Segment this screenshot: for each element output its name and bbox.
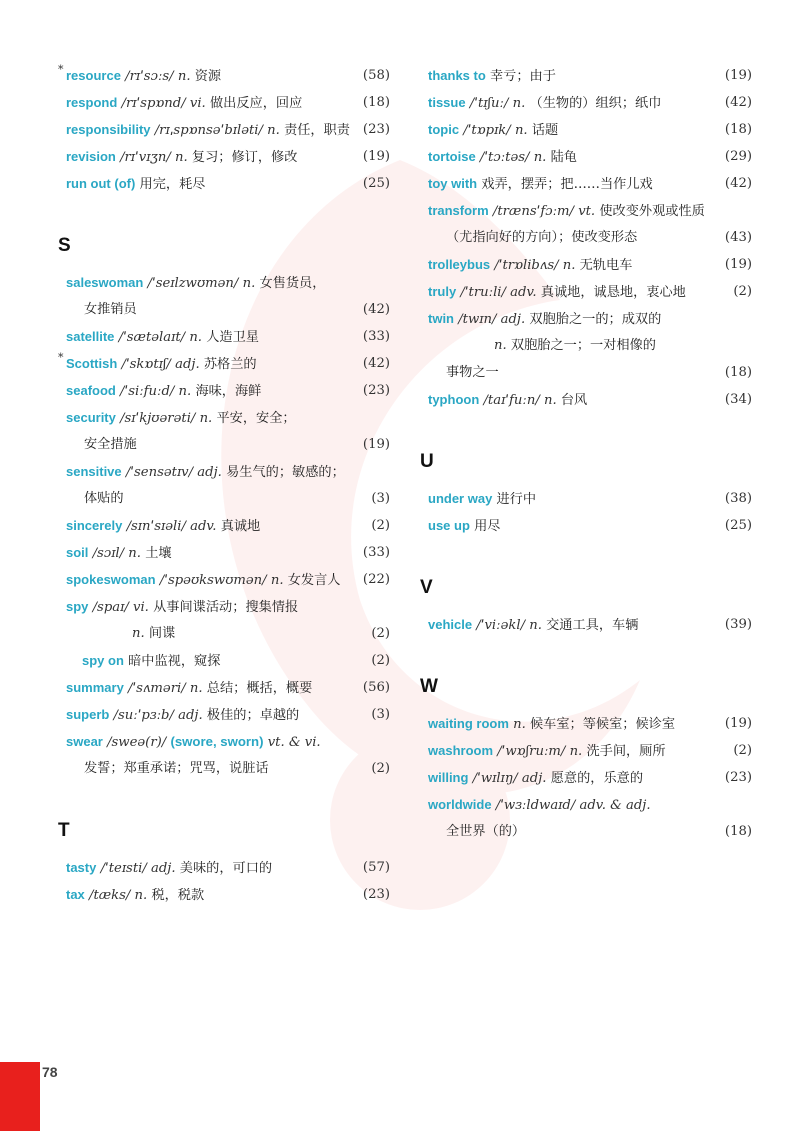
part-of-speech: n. [175,150,188,165]
phrase-entry [58,647,390,674]
definition: 土壤 [145,546,172,561]
phonetic: /taɪˈfuːn/ [483,393,540,408]
phonetic: /trænsˈfɔːm/ [492,204,574,219]
definition: 事物之一 [446,365,499,380]
phonetic: /ˈtɒpɪk/ [463,123,511,138]
unit-reference: (22) [362,572,390,587]
phonetic: /sɪˈkjʊərəti/ [120,411,196,426]
headword: seafood [66,383,116,398]
unit-reference: (19) [724,68,752,83]
part-of-speech: n. [270,573,284,588]
part-of-speech: n. [569,744,583,759]
phonetic: /rɪˌspɒnsəˈbɪləti/ [154,123,263,138]
unit-reference: (29) [724,149,752,164]
unit-reference: (42) [724,95,752,110]
unit-reference: (19) [724,716,752,731]
definition-continuation [420,332,752,359]
glossary-entry [58,62,390,89]
glossary-entry [420,305,752,332]
headword: truly [428,284,457,299]
part-of-speech: n. [514,123,528,138]
definition: 责任，职责 [284,123,350,138]
glossary-entry [420,89,752,116]
headword: waiting room [428,716,509,731]
section-letter: T [58,820,70,841]
phonetic: /ˈsʌməri/ [128,681,186,696]
unit-reference: (2) [733,743,752,758]
phonetic: /ˈteɪsti/ [100,861,147,876]
section-letter: U [420,451,434,472]
definition: 台风 [560,393,588,408]
unit-reference: (39) [724,617,752,632]
phonetic: /suːˈpɜːb/ [113,708,174,723]
glossary-entry [420,485,752,512]
definition-continuation [58,620,390,647]
headword: worldwide [428,797,492,812]
unit-reference: (18) [724,365,752,380]
phonetic: /sweə(r)/ [107,735,167,750]
glossary-entry [420,386,752,413]
part-of-speech: adj. [521,771,547,786]
glossary-entry [58,269,390,296]
phonetic: /ˈsiːfuːd/ [120,384,175,399]
part-of-speech: vi. [133,600,149,615]
headword: soil [66,545,89,560]
unit-reference: (25) [724,518,752,533]
glossary-entry [420,62,752,89]
unit-reference: (42) [362,302,390,317]
unit-reference: (18) [724,122,752,137]
definition: 税，税款 [151,888,205,903]
headword: tasty [66,860,97,875]
part-of-speech: n. [132,626,145,641]
phonetic: /ˈsætəlaɪt/ [118,330,186,345]
glossary-entry [58,170,390,197]
part-of-speech: vi. [189,96,206,111]
definition: 间谍 [148,626,176,641]
glossary-entry [58,728,390,755]
star-marker: * [58,351,64,364]
unit-reference: (23) [724,770,752,785]
phonetic: /rɪˈsɔːs/ [125,69,174,84]
part-of-speech: n. [529,618,542,633]
star-marker: * [58,63,64,76]
headword: use up [428,518,470,533]
phonetic: /ˈtɪʃuː/ [469,96,509,111]
part-of-speech: vt. [578,204,596,219]
glossary-entry [58,701,390,728]
page-number: 78 [42,1064,58,1080]
definition: 人造卫星 [206,330,259,345]
definition: 全世界（的） [446,824,526,839]
glossary-entry [420,143,752,170]
glossary-entry [58,404,390,431]
definition-continuation [420,224,752,251]
part-of-speech: n. [543,393,557,408]
glossary-entry [420,278,752,305]
phonetic: /ˈtɔːtəs/ [479,150,530,165]
glossary-entry [420,710,752,737]
definition-continuation [420,359,752,386]
part-of-speech: adj. [178,708,203,723]
definition: （尤指向好的方向）；使改变形态 [446,230,638,245]
definition: 用尽 [474,519,501,534]
headword: satellite [66,329,115,344]
part-of-speech: n. [189,330,202,345]
glossary-entry [420,197,752,224]
glossary-entry [420,764,752,791]
definition: 戏弄，摆弄；把……当作儿戏 [481,177,653,192]
unit-reference: (43) [724,230,752,245]
glossary-entry [420,170,752,197]
definition: 苏格兰的 [203,357,257,372]
definition-continuation [58,485,390,512]
unit-reference: (19) [362,149,390,164]
definition: 女发言人 [287,573,341,588]
right-column [420,62,752,845]
headword: swear [66,734,103,749]
glossary-entry [420,737,752,764]
phonetic: /ˈwɒʃruːm/ [497,744,566,759]
phonetic: /rɪˈspɒnd/ [121,96,186,111]
definition: 真诚地 [220,519,261,534]
headword: spy on [82,653,124,668]
phonetic: /sɔɪl/ [92,546,125,561]
glossary-entry [58,881,390,908]
headword: security [66,410,116,425]
phonetic: /ˈwɜːldwaɪd/ [495,798,576,813]
unit-reference: (2) [733,284,752,299]
definition: 发誓；郑重承诺；咒骂，说脏话 [84,761,269,776]
headword: tortoise [428,149,476,164]
definition: 真诚地，诚恳地，衷心地 [540,285,686,300]
definition: 用完，耗尽 [139,177,206,192]
definition: 体贴的 [84,491,124,506]
part-of-speech: adj. [197,465,222,480]
definition: 女推销员 [84,302,137,317]
definition: 复习；修订，修改 [191,150,298,165]
definition: 极佳的；卓越的 [206,708,300,723]
unit-reference: (34) [724,392,752,407]
headword: run out (of) [66,176,136,191]
unit-reference: (58) [362,68,390,83]
unit-reference: (23) [362,122,390,137]
phonetic: /ˈseɪlzwʊmən/ [147,276,239,291]
left-column [58,62,390,908]
glossary-entry [58,350,390,377]
definition: （生物的）组织；纸巾 [529,96,662,111]
definition: 进行中 [496,492,537,507]
headword: spy [66,599,89,614]
headword: superb [66,707,110,722]
headword: tissue [428,95,466,110]
glossary-entry [58,89,390,116]
unit-reference: (3) [371,491,390,506]
part-of-speech: n. [562,258,576,273]
definition: 无轨电车 [579,258,633,273]
definition: 幸亏；由于 [490,69,556,84]
part-of-speech: n. [128,546,141,561]
unit-reference: (38) [724,491,752,506]
part-of-speech: adj. [150,861,176,876]
definition: 女售货员， [259,276,326,291]
glossary-entry [58,458,390,485]
unit-reference: (2) [371,761,390,776]
phonetic: /ˈwɪlɪŋ/ [472,771,518,786]
headword: saleswoman [66,275,144,290]
headword: Scottish [66,356,118,371]
unit-reference: (18) [362,95,390,110]
definition: 总结；概括，概要 [206,681,313,696]
part-of-speech: n. [134,888,148,903]
headword: respond [66,95,118,110]
glossary-entry [58,593,390,620]
unit-reference: (23) [362,887,390,902]
definition: 洗手间，厕所 [586,744,666,759]
glossary-entry [58,539,390,566]
phonetic: /sɪnˈsɪəli/ [126,519,186,534]
glossary-entry [58,512,390,539]
glossary-entry [420,116,752,143]
verb-forms: (swore, sworn) [170,734,264,749]
glossary-entry [420,791,752,818]
headword: spokeswoman [66,572,156,587]
definition-continuation [58,755,390,782]
phonetic: /ˈspəʊkswʊmən/ [159,573,267,588]
part-of-speech: n. [178,384,192,399]
definition: 安全措施 [84,437,137,452]
definition-continuation [420,818,752,845]
phonetic: /tæks/ [89,888,131,903]
phonetic: /ˈtrɒlibʌs/ [494,258,559,273]
glossary-entry [58,323,390,350]
unit-reference: (2) [371,518,390,533]
definition-continuation [58,296,390,323]
definition: 双胞胎之一；一对相像的 [510,338,656,353]
headword: summary [66,680,124,695]
part-of-speech: adv. [510,285,537,300]
phonetic: /ˈviːəkl/ [476,618,526,633]
headword: vehicle [428,617,473,632]
phonetic: /twɪn/ [458,312,497,327]
definition: 美味的，可口的 [179,861,273,876]
unit-reference: (42) [724,176,752,191]
unit-reference: (19) [724,257,752,272]
glossary-entry [58,566,390,593]
headword: resource [66,68,121,83]
unit-reference: (25) [362,176,390,191]
unit-reference: (33) [362,545,390,560]
headword: sincerely [66,518,123,533]
part-of-speech: adv. [190,519,217,534]
part-of-speech: n. [533,150,547,165]
part-of-speech: n. [199,411,213,426]
section-letter: S [58,235,71,256]
part-of-speech: n. [242,276,256,291]
headword: toy with [428,176,478,191]
glossary-entry [58,674,390,701]
headword: trolleybus [428,257,491,272]
phonetic: /spaɪ/ [92,600,129,615]
headword: willing [428,770,469,785]
part-of-speech: adj. [175,357,200,372]
definition: 海味，海鲜 [195,384,262,399]
phonetic: /ˈtruːli/ [460,285,506,300]
definition: 双胞胎之一的；成双的 [529,312,662,327]
glossary-entry [420,611,752,638]
unit-reference: (57) [362,860,390,875]
headword: tax [66,887,85,902]
definition: 愿意的，乐意的 [550,771,644,786]
part-of-speech: adj. [500,312,526,327]
headword: typhoon [428,392,480,407]
definition-continuation [58,431,390,458]
part-of-speech: n. [512,96,526,111]
definition: 交通工具，车辆 [546,618,639,633]
page-tab [0,1062,40,1131]
definition: 使改变外观或性质 [599,204,705,219]
glossary-entry [58,377,390,404]
unit-reference: (18) [724,824,752,839]
part-of-speech: n. [267,123,280,138]
definition: 做出反应，回应 [209,96,303,111]
part-of-speech: n. [494,338,507,353]
part-of-speech: n. [513,717,526,732]
unit-reference: (19) [362,437,390,452]
definition: 暗中监视，窥探 [128,654,221,669]
unit-reference: (3) [371,707,390,722]
unit-reference: (33) [362,329,390,344]
glossary-entry [420,251,752,278]
headword: thanks to [428,68,486,83]
definition: 从事间谍活动；搜集情报 [153,600,299,615]
part-of-speech: n. [189,681,203,696]
definition: 陆龟 [550,150,577,165]
glossary-entry [58,116,390,143]
unit-reference: (2) [371,626,390,641]
headword: responsibility [66,122,151,137]
headword: under way [428,491,493,506]
headword: sensitive [66,464,122,479]
glossary-entry [420,512,752,539]
headword: washroom [428,743,494,758]
phonetic: /ˈskɒtɪʃ/ [121,357,171,372]
headword: revision [66,149,116,164]
unit-reference: (42) [362,356,390,371]
part-of-speech: adv. & adj. [579,798,651,813]
section-letter: W [420,676,438,697]
unit-reference: (2) [371,653,390,668]
definition: 话题 [531,123,559,138]
headword: topic [428,122,460,137]
glossary-entry [58,854,390,881]
unit-reference: (23) [362,383,390,398]
definition: 平安，安全； [216,411,296,426]
glossary-entry [58,143,390,170]
definition: 资源 [194,69,222,84]
section-letter: V [420,577,433,598]
headword: transform [428,203,489,218]
definition: 易生气的；敏感的； [226,465,345,480]
part-of-speech: n. [177,69,191,84]
phonetic: /ˈsensətɪv/ [125,465,194,480]
phonetic: /rɪˈvɪʒn/ [120,150,171,165]
headword: twin [428,311,454,326]
part-of-speech: vt. & vi. [267,735,321,750]
definition: 候车室；等候室；候诊室 [529,717,676,732]
unit-reference: (56) [362,680,390,695]
